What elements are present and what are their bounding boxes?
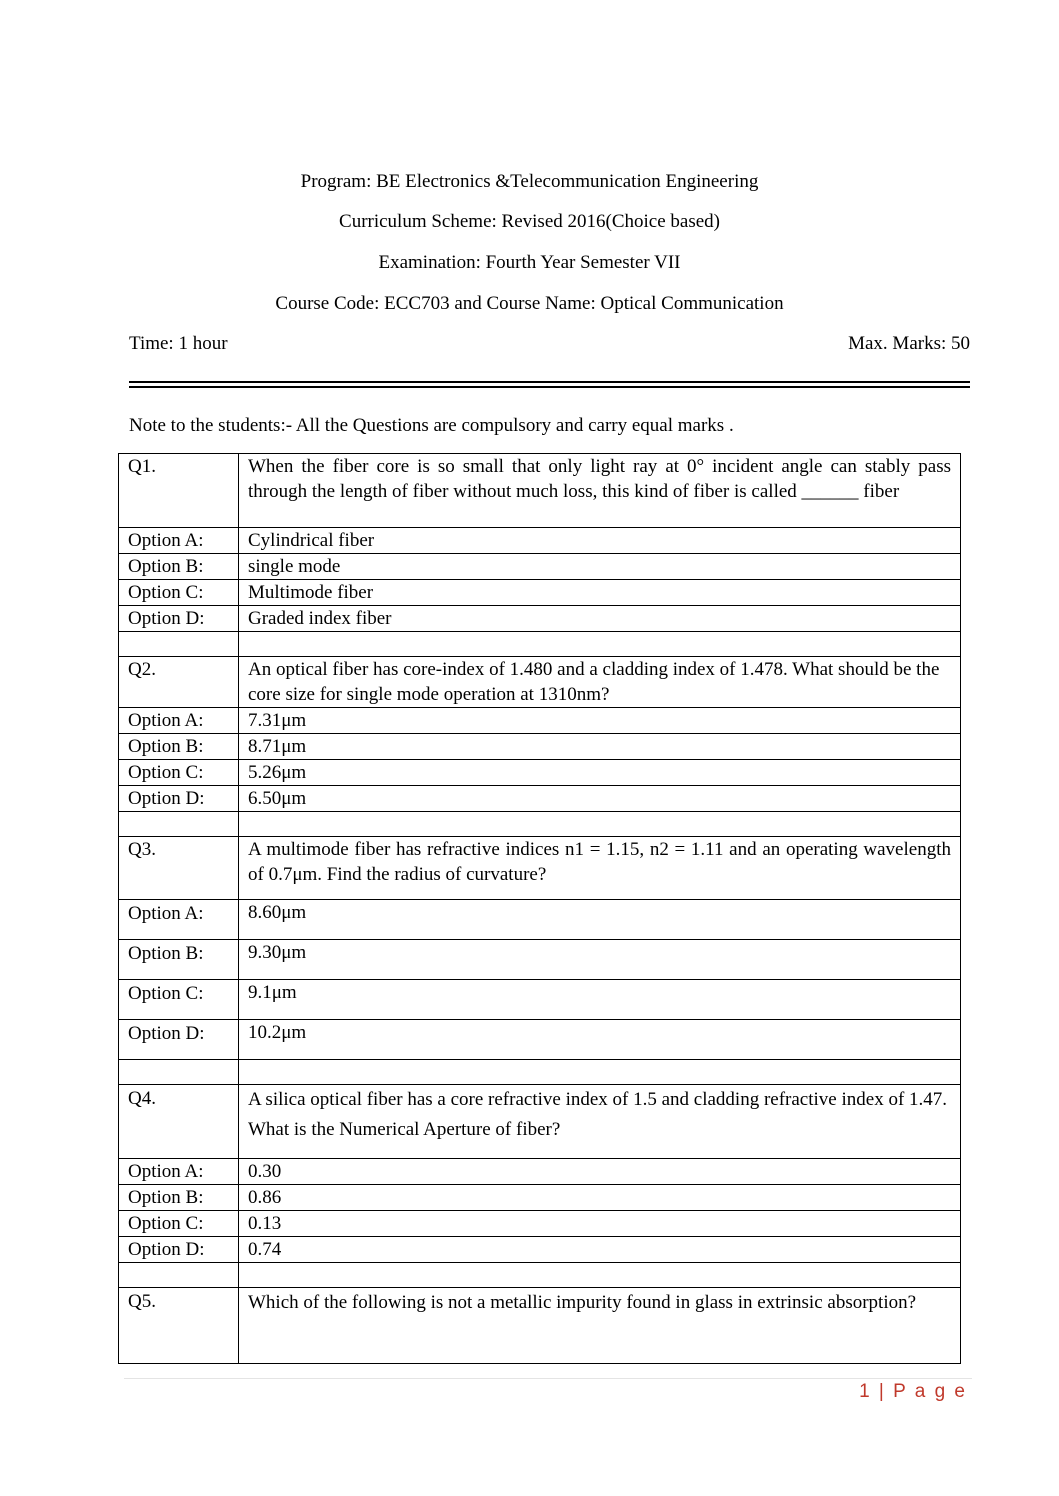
option-label: Option A: xyxy=(119,708,239,734)
question-label: Q5. xyxy=(119,1288,239,1364)
question-row xyxy=(119,1085,961,1159)
option-text: 6.50μm xyxy=(239,786,961,812)
question-row xyxy=(119,454,961,528)
option-text: 10.2μm xyxy=(239,1020,961,1060)
time-marks-line xyxy=(129,332,970,356)
question-row xyxy=(119,657,961,708)
header-divider-bottom xyxy=(129,386,970,388)
option-label: Option B: xyxy=(119,940,239,980)
option-text: 0.13 xyxy=(239,1211,961,1237)
page-number: 1 | P a g e xyxy=(859,1381,967,1402)
option-label: Option C: xyxy=(119,760,239,786)
header-divider-top xyxy=(129,381,970,383)
question-text: When the fiber core is so small that only light ray at 0° incident angle can stably pass through the length of fiber without much loss, this kind of fiber is called ______ fiber xyxy=(239,454,961,528)
examination-line: Examination: Fourth Year Semester VII xyxy=(378,252,681,273)
option-label: Option D: xyxy=(119,1020,239,1060)
option-label: Option B: xyxy=(119,554,239,580)
questions-table xyxy=(118,453,961,1364)
student-note: Note to the students:- All the Questions are compulsory and carry equal marks . xyxy=(129,415,734,436)
option-row xyxy=(119,708,961,734)
question-text: A multimode fiber has refractive indices n1 = 1.15, n2 = 1.11 and an operating wavelength of 0.7μm. Find the radius of curvature? xyxy=(239,837,961,900)
program-line: Program: BE Electronics &Telecommunication Engineering xyxy=(300,171,759,192)
spacer-row xyxy=(119,812,961,837)
option-row xyxy=(119,1020,961,1060)
option-row xyxy=(119,760,961,786)
option-label: Option A: xyxy=(119,900,239,940)
option-text: 5.26μm xyxy=(239,760,961,786)
course-line: Course Code: ECC703 and Course Name: Optical Communication xyxy=(275,293,784,314)
option-row xyxy=(119,786,961,812)
option-text: Cylindrical fiber xyxy=(239,528,961,554)
option-row xyxy=(119,940,961,980)
option-row xyxy=(119,980,961,1020)
curriculum-line: Curriculum Scheme: Revised 2016(Choice based) xyxy=(339,211,720,232)
option-text: 8.60μm xyxy=(239,900,961,940)
option-row xyxy=(119,1211,961,1237)
option-label: Option C: xyxy=(119,980,239,1020)
option-label: Option C: xyxy=(119,1211,239,1237)
option-text: 7.31μm xyxy=(239,708,961,734)
option-row xyxy=(119,554,961,580)
question-text: An optical fiber has core-index of 1.480 and a cladding index of 1.478. What should be the core size for single mode operation at 1310nm? xyxy=(239,657,961,708)
option-text: 9.1μm xyxy=(239,980,961,1020)
max-marks-label: Max. Marks: 50 xyxy=(848,333,970,354)
question-label: Q2. xyxy=(119,657,239,708)
option-label: Option B: xyxy=(119,734,239,760)
question-row xyxy=(119,837,961,900)
option-label: Option D: xyxy=(119,1237,239,1263)
question-text: Which of the following is not a metallic impurity found in glass in extrinsic absorption? xyxy=(239,1288,961,1364)
option-text: 0.74 xyxy=(239,1237,961,1263)
option-row xyxy=(119,580,961,606)
option-row xyxy=(119,1237,961,1263)
option-label: Option A: xyxy=(119,528,239,554)
option-text: Graded index fiber xyxy=(239,606,961,632)
option-text: 8.71μm xyxy=(239,734,961,760)
option-text: 9.30μm xyxy=(239,940,961,980)
option-row xyxy=(119,734,961,760)
footer-divider xyxy=(124,1378,972,1379)
option-row xyxy=(119,528,961,554)
option-text: Multimode fiber xyxy=(239,580,961,606)
option-row xyxy=(119,900,961,940)
option-label: Option B: xyxy=(119,1185,239,1211)
option-label: Option A: xyxy=(119,1159,239,1185)
option-label: Option C: xyxy=(119,580,239,606)
spacer-row xyxy=(119,1263,961,1288)
question-row xyxy=(119,1288,961,1364)
option-text: 0.30 xyxy=(239,1159,961,1185)
option-text: 0.86 xyxy=(239,1185,961,1211)
option-text: single mode xyxy=(239,554,961,580)
time-label: Time: 1 hour xyxy=(129,333,228,354)
question-label: Q1. xyxy=(119,454,239,528)
option-row xyxy=(119,1159,961,1185)
spacer-row xyxy=(119,1060,961,1085)
question-label: Q4. xyxy=(119,1085,239,1159)
option-label: Option D: xyxy=(119,786,239,812)
option-row xyxy=(119,1185,961,1211)
question-label: Q3. xyxy=(119,837,239,900)
spacer-row xyxy=(119,632,961,657)
question-text: A silica optical fiber has a core refractive index of 1.5 and cladding refractive index of 1.47. What is the Numerical Aperture of fiber? xyxy=(239,1085,961,1159)
option-label: Option D: xyxy=(119,606,239,632)
option-row xyxy=(119,606,961,632)
